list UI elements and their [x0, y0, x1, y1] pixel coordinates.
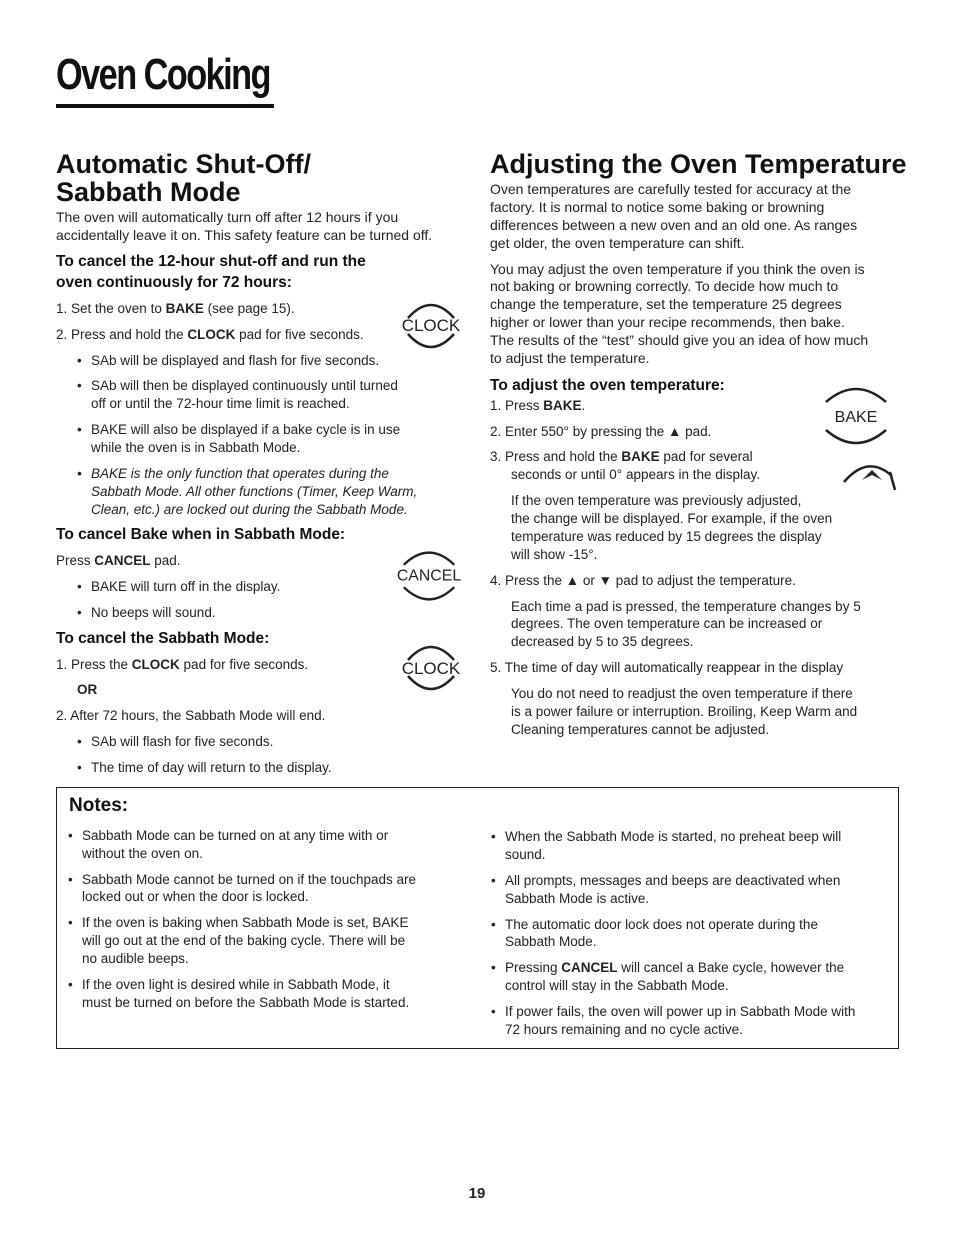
- adjust-step-5-note1: You do not need to readjust the oven temperature if there: [511, 686, 853, 701]
- note-right-4: Pressing CANCEL will cancel a Bake cycle, however the: [505, 960, 845, 975]
- note-right-3-line2: Sabbath Mode.: [505, 934, 597, 949]
- note-left-1: Sabbath Mode can be turned on at any time with or: [82, 828, 389, 843]
- or-label: OR: [77, 682, 98, 697]
- sabbath-heading: [56, 150, 311, 206]
- note-right-2-line2: Sabbath Mode is active.: [505, 891, 650, 906]
- note-left-4-line2: must be turned on before the Sabbath Mode is started.: [82, 995, 410, 1010]
- adjust-step-3-note1: If the oven temperature was previously adjusted,: [511, 493, 802, 508]
- cancel-sabbath-step-2: 2. After 72 hours, the Sabbath Mode will end.: [56, 708, 326, 723]
- clock-pad-icon-2: [400, 640, 462, 696]
- adjust-step-1: 1. Press BAKE.: [490, 398, 586, 413]
- clock-pad-icon: [400, 298, 462, 354]
- sabbath-heading-line2: Sabbath Mode: [56, 177, 241, 207]
- bullet-bake-only-line2: Sabbath Mode. All other functions (Timer, Keep Warm,: [91, 484, 418, 499]
- step-2: 2. Press and hold the CLOCK pad for five seconds.: [56, 327, 364, 342]
- cancel-sabbath-step-1: 1. Press the CLOCK pad for five seconds.: [56, 657, 309, 672]
- adjust-subheading: To adjust the oven temperature:: [490, 377, 725, 394]
- note-left-2: Sabbath Mode cannot be turned on if the touchpads are: [82, 872, 416, 887]
- adjust-step-3: 3. Press and hold the BAKE pad for several: [490, 449, 753, 464]
- bullet-bake-only: BAKE is the only function that operates during the: [91, 466, 389, 481]
- clock-pad-label: CLOCK: [401, 316, 461, 335]
- adjust-p1-line4: get older, the oven temperature can shift.: [490, 235, 745, 251]
- note-right-2: All prompts, messages and beeps are deactivated when: [505, 873, 841, 888]
- adjust-step-3-line2: seconds or until 0° appears in the display.: [511, 467, 761, 482]
- note-right-3: The automatic door lock does not operate during the: [505, 917, 818, 932]
- notes-title: Notes:: [69, 795, 129, 816]
- title-underline: [56, 104, 274, 108]
- page-title: Oven Cooking: [56, 50, 270, 99]
- adjust-p2-line4: higher or lower than your recipe recommends, then bake.: [490, 314, 845, 330]
- cancel-12hr-heading-line2: oven continuously for 72 hours:: [56, 274, 292, 291]
- bullet-sab-continuous-line2: off or until the 72-hour time limit is reached.: [91, 396, 350, 411]
- adjust-p2-line3: change the temperature, set the temperature 25 degrees: [490, 296, 842, 312]
- adjust-step-3-note4: will show -15°.: [511, 547, 598, 562]
- adjust-p2-line6: to adjust the temperature.: [490, 350, 650, 366]
- bullet-bake-off: BAKE will turn off in the display.: [91, 579, 281, 594]
- note-right-5-line2: 72 hours remaining and no cycle active.: [505, 1022, 743, 1037]
- bullet-bake-displayed-line2: while the oven is in Sabbath Mode.: [91, 440, 301, 455]
- bullet-bake-only-line3: Clean, etc.) are locked out during the Sabbath Mode.: [91, 502, 408, 517]
- bullet-time-return: The time of day will return to the display.: [91, 760, 332, 775]
- adjust-step-5-note3: Cleaning temperatures cannot be adjusted.: [511, 722, 770, 737]
- up-arrow-pad-icon: [840, 458, 898, 492]
- cancel-pad-label: CANCEL: [396, 567, 462, 585]
- adjust-step-4: 4. Press the ▲ or ▼ pad to adjust the temperature.: [490, 573, 796, 588]
- adjust-step-3-note2: the change will be displayed. For example, if the oven: [511, 511, 833, 526]
- press-cancel-text: Press CANCEL pad.: [56, 553, 181, 568]
- bullet-sab-flash: SAb will be displayed and flash for five seconds.: [91, 353, 380, 368]
- note-right-1-line2: sound.: [505, 847, 546, 862]
- bullet-sab-continuous: SAb will then be displayed continuously until turned: [91, 378, 398, 393]
- note-left-4: If the oven light is desired while in Sabbath Mode, it: [82, 977, 390, 992]
- note-left-3-line2: will go out at the end of the baking cycle. There will be: [82, 933, 406, 948]
- cancel-pad-icon: [394, 548, 464, 604]
- note-right-5: If power fails, the oven will power up in Sabbath Mode with: [505, 1004, 856, 1019]
- adjust-step-4-note1: Each time a pad is pressed, the temperature changes by 5: [511, 599, 861, 614]
- sabbath-heading-line1: Automatic Shut-Off/: [56, 149, 311, 179]
- note-right-1: When the Sabbath Mode is started, no preheat beep will: [505, 829, 842, 844]
- bake-pad-icon: [820, 384, 892, 448]
- note-left-3: If the oven is baking when Sabbath Mode is set, BAKE: [82, 915, 409, 930]
- cancel-sabbath-heading: To cancel the Sabbath Mode:: [56, 630, 270, 647]
- note-left-1-line2: without the oven on.: [82, 846, 203, 861]
- note-left-3-line3: no audible beeps.: [82, 951, 189, 966]
- adjust-p2-line5: The results of the “test” should give you an idea of how much: [490, 332, 869, 348]
- page-number: 19: [468, 1185, 486, 1202]
- adjust-p2-line1: You may adjust the oven temperature if you think the oven is: [490, 261, 865, 277]
- adjust-p1-line2: factory. It is normal to notice some baking or browning: [490, 199, 825, 215]
- cancel-bake-heading: To cancel Bake when in Sabbath Mode:: [56, 526, 346, 543]
- bullet-sab-flash-end: SAb will flash for five seconds.: [91, 734, 274, 749]
- adjust-step-2: 2. Enter 550° by pressing the ▲ pad.: [490, 424, 712, 439]
- adjust-p1-line3: differences between a new oven and an old one. As ranges: [490, 217, 858, 233]
- adjust-step-4-note2: degrees. The oven temperature can be increased or: [511, 616, 823, 631]
- cancel-12hr-heading-line1: To cancel the 12-hour shut-off and run the: [56, 253, 366, 270]
- bake-pad-label: BAKE: [834, 409, 878, 426]
- adjust-step-4-note3: decreased by 5 to 35 degrees.: [511, 634, 694, 649]
- note-left-2-line2: locked out or when the door is locked.: [82, 889, 309, 904]
- bullet-no-beeps: No beeps will sound.: [91, 605, 216, 620]
- adjust-step-3-note3: temperature was reduced by 15 degrees the display: [511, 529, 822, 544]
- sabbath-intro-line1: The oven will automatically turn off after 12 hours if you: [56, 209, 399, 225]
- adjust-p1-line1: Oven temperatures are carefully tested for accuracy at the: [490, 181, 852, 197]
- adjust-heading: Adjusting the Oven Temperature: [490, 149, 907, 179]
- adjust-step-5: 5. The time of day will automatically reappear in the display: [490, 660, 844, 675]
- note-right-4-line2: control will stay in the Sabbath Mode.: [505, 978, 729, 993]
- adjust-p2-line2: not baking or browning correctly. To decide how much to: [490, 278, 839, 294]
- adjust-step-5-note2: is a power failure or interruption. Broiling, Keep Warm and: [511, 704, 858, 719]
- clock-pad-label-2: CLOCK: [401, 659, 461, 678]
- sabbath-intro-line2: accidentally leave it on. This safety feature can be turned off.: [56, 227, 433, 243]
- bullet-bake-displayed: BAKE will also be displayed if a bake cycle is in use: [91, 422, 401, 437]
- step-1: 1. Set the oven to BAKE (see page 15).: [56, 301, 295, 316]
